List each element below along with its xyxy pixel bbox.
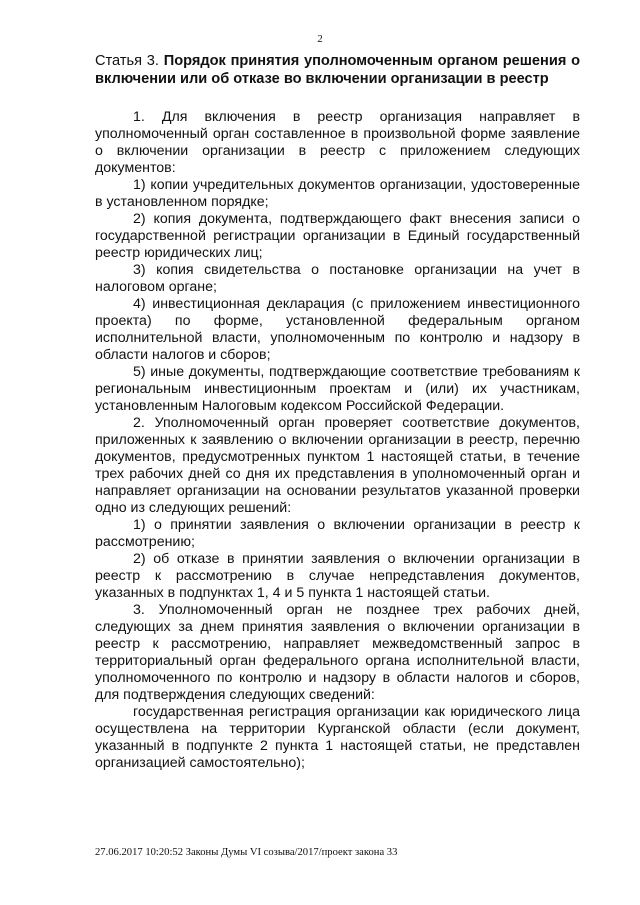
list-item-1-3: 3) копия свидетельства о постановке организации на учет в налоговом органе; (95, 262, 580, 295)
list-item-1-4: 4) инвестиционная декларация (с приложением инвестиционного проекта) по форме, установленной федеральным органом исполнительной власти, уполномоченным по контролю и надзору в области налогов и сборов; (95, 296, 580, 363)
list-item-1-2: 2) копия документа, подтверждающего факт внесения записи о государственной регистрации организации в Единый государственный реестр юридических лиц; (95, 211, 580, 261)
page-number: 2 (317, 33, 323, 45)
document-footer: 27.06.2017 10:20:52 Законы Думы VI созыва/2017/проект закона 33 (95, 847, 398, 858)
list-item-1-1: 1) копии учредительных документов организации, удостоверенные в установленном порядке; (95, 177, 580, 210)
paragraph-3: 3. Уполномоченный орган не позднее трех рабочих дней, следующих за днем принятия заявления о включении организации в реестр к рассмотрению, направляет межведомственный запрос в территориальный орган федерального органа исполнительной власти, уполномоченного по контролю и надзору в области налогов и сборов, для подтверждения следующих сведений: (95, 602, 580, 703)
list-item-2-1: 1) о принятии заявления о включении организации в реестр к рассмотрению; (95, 517, 580, 550)
paragraph-3-item: государственная регистрация организации как юридического лица осуществлена на территории Курганской области (если документ, указанный в подпункте 2 пункта 1 настоящей статьи, не представлен организацией самостоятельно); (95, 704, 580, 771)
paragraph-1: 1. Для включения в реестр организация направляет в уполномоченный орган составленное в произвольной форме заявление о включении организации в реестр с приложением следующих документов: (95, 109, 580, 176)
article-title (95, 52, 580, 88)
article-number: Статья 3. (95, 53, 159, 69)
list-item-2-2: 2) об отказе в принятии заявления о включении организации в реестр к рассмотрению в случае непредставления документов, указанных в подпунктах 1, 4 и 5 пункта 1 настоящей статьи. (95, 551, 580, 601)
paragraph-2: 2. Уполномоченный орган проверяет соответствие документов, приложенных к заявлению о включении организации в реестр, перечню документов, предусмотренных пунктом 1 настоящей статьи, в течение трех рабочих дней со дня их представления в уполномоченный орган и направляет организации на основании результатов указанной проверки одно из следующих решений: (95, 415, 580, 516)
document-body (95, 52, 580, 772)
article-heading: Порядок принятия уполномоченным органом решения о включении или об отказе во включении организации в реестр (95, 53, 580, 87)
list-item-1-5: 5) иные документы, подтверждающие соответствие требованиям к региональным инвестиционным проектам и (или) их участникам, установленным Налоговым кодексом Российской Федерации. (95, 364, 580, 414)
